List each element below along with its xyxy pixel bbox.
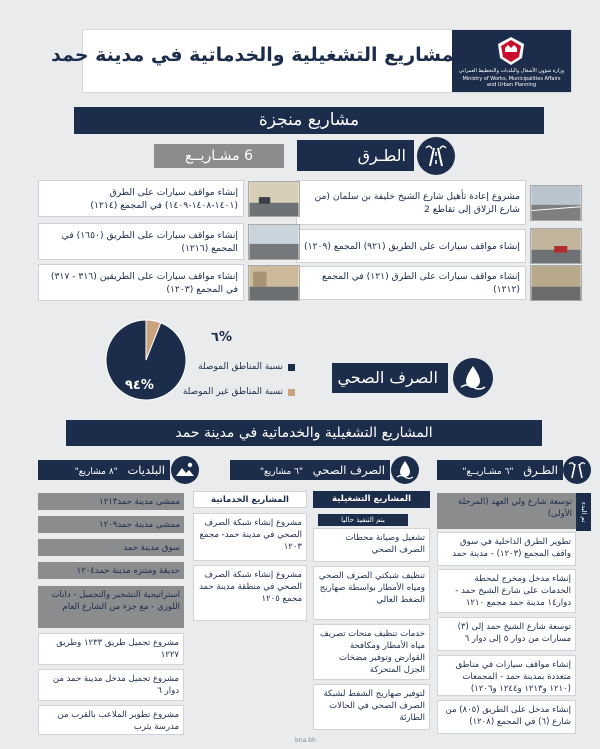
ops-sewage-operational-1: تشغيل وصيانة محطات الصرف الصحي — [313, 528, 430, 562]
water-drop-icon — [452, 357, 494, 399]
ops-sewage-operational-3: خدمات تنظيف منحات تصريف مياه الأمطار ومكافحة القوارض وتوفير مضخات الجزل المتحركة — [313, 624, 430, 680]
ministry-name-en-1: Ministry of Works, Municipalities Affairs — [462, 76, 561, 82]
ministry-logo-box — [452, 30, 571, 92]
completed-road-project-3 — [296, 229, 582, 263]
ops-road-item-6: إنشاء مدخل على الطريق (٨٠٥) من شارع (٦) في المجمع (١٢٠٨) — [437, 700, 576, 734]
ops-municipal-item-4: حديقة ومتنزه مدينة حمد١٢٠٤ — [38, 562, 184, 579]
legend-unconnected — [183, 387, 295, 397]
started-tab: تم البدء — [576, 493, 591, 531]
landscape-icon — [170, 455, 200, 485]
ministry-name-ar: وزارة شؤون الأشغال والبلديات والتخطيط العمراني — [458, 68, 565, 74]
operational-projects-banner: المشاريع التشغيلية والخدماتية في مدينة حمد — [66, 420, 542, 446]
completed-projects-banner: مشاريع منجزة — [74, 107, 544, 134]
parking-photo-thumbnail — [248, 265, 300, 301]
ops-sewage-service-1: مشروع إنشاء شبكة الصرف الصحي في مدينة حمد- مجمع ١٢٠٣ — [193, 513, 307, 561]
project-text: إنشاء مواقف سيارات على الطرق (١٤٠١-١٤٠٨-١٤٠٩) في المجمع (١٢١٤) — [38, 180, 244, 217]
operational-subheader: المشاريع التشغيلية — [313, 491, 430, 508]
ops-sewage-label: الصرف الصحي — [312, 463, 385, 477]
completed-road-project-5 — [296, 266, 582, 300]
completed-road-project-6 — [38, 264, 300, 301]
ops-road-item-2: تطوير الطرق الداخلية في سوق واقف المجمع (١٢٠٣) - مدينة حمد — [437, 532, 576, 566]
ops-sewage-operational-4: لتوفير صهاريج الشفط لشبكة الصرف الصحي في الحالات الطارئة — [313, 684, 430, 730]
legend-swatch-navy — [288, 364, 295, 371]
ops-municipal-label: البلديات — [127, 463, 165, 477]
ops-sewage-count: "٦ مشاريع" — [259, 467, 304, 477]
completed-road-project-1 — [296, 180, 582, 225]
completed-road-project-4 — [38, 223, 300, 260]
ops-municipal-item-3: سوق مدينة حمد — [38, 539, 184, 556]
roads-count-badge: 6 مشـاريــع — [154, 144, 284, 168]
parking-photo-thumbnail — [248, 181, 300, 217]
ops-road-item-3: إنشاء مدخل ومخرج لمحطة الخدمات على شارع الشيخ حمد - دوار١٤ مدينة حمد مجمع ١٢١٠ — [437, 569, 576, 613]
ops-municipal-count: "٨ مشاريع" — [74, 467, 118, 477]
ops-roads-header — [437, 460, 563, 480]
roads-section-banner: الطـرق — [297, 140, 414, 171]
source-watermark: bna.bh — [295, 737, 316, 744]
service-subheader: المشاريع الخدماتية — [193, 491, 307, 508]
ops-municipal-item-6: مشروع تجميل طريق ١٢٣٣ وطريق ١٢٢٧ — [38, 633, 184, 665]
legend-swatch-tan — [288, 389, 295, 396]
road-icon — [416, 136, 456, 176]
ops-municipal-item-8: مشروع تطوير الملاعب بالقرب من مدرسة يثرب — [38, 705, 184, 735]
ops-roads-label: الطـرق — [523, 463, 558, 477]
ops-road-item-4: توسعة شارع الشيخ حمد إلى (٣) مسارات من دوار ٥ إلى دوار ٦ — [437, 617, 576, 651]
ops-municipal-item-7: مشروع تجميل مدخل مدينة حمد من دوار ٦ — [38, 669, 184, 701]
in-progress-label: يتم التنفيذ حاليا — [318, 514, 408, 526]
ops-road-item-1: توسعة شارع ولي العهد (المرحلة الأولى) — [437, 493, 576, 529]
ops-municipal-item-5: استراتيجية التشجير والتجميل - دانات اللوزي - مع جزء من الشارع العام — [38, 586, 184, 628]
parking-photo-thumbnail — [530, 228, 582, 264]
pie-label-connected: %٩٤ — [125, 378, 154, 393]
ministry-name-en-2: and Urban Planning — [486, 82, 537, 88]
parking-photo-thumbnail — [530, 265, 582, 301]
ops-sewage-operational-2: تنظيف شبكتي الصرف الصحي ومياه الأمطار بواسطة صهاريج الضغط العالي — [313, 566, 430, 620]
ops-roads-count: "٦ مشـاريــع" — [462, 467, 514, 477]
ops-municipal-item-1: ممشى مدينة حمد١٢١٣ — [38, 493, 184, 510]
completed-road-project-2 — [38, 180, 300, 217]
ops-sewage-service-2: مشروع إنشاء شبكة الصرف الصحي في منطقة مدينة حمد مجمع ١٢٠٥ — [193, 565, 307, 621]
pie-label-unconnected: %٦ — [211, 330, 232, 345]
project-text: إنشاء مواقف سيارات على الطرق (١٢١) في المجمع (١٢١٢) — [296, 266, 526, 300]
road-photo-thumbnail — [530, 185, 582, 221]
legend-text: نسبة المناطق الموصلة — [198, 362, 283, 372]
sewage-section-banner: الصرف الصحي — [332, 363, 448, 393]
page-title: المشاريع التشغيلية والخدماتية في مدينة حمد — [51, 44, 468, 66]
water-drop-icon — [390, 455, 420, 485]
project-text: مشروع إعادة تأهيل شارع الشيخ خليفة بن سلمان (من شارع الزلاق إلى تقاطع 2 — [296, 180, 526, 225]
ops-road-item-5: إنشاء مواقف سيارات في مناطق متعددة بمدينة حمد - المجمعات (١٢١٠ و١٢١٣ و١٢٤٤ و١٢٠٦) — [437, 655, 576, 696]
project-text: إنشاء مواقف سيارات على الطريق (٩٢١) المجمع (١٢٠٩) — [296, 229, 526, 263]
ops-municipal-item-2: ممشى مدينة حمد١٢٠٩ — [38, 516, 184, 533]
parking-photo-thumbnail — [248, 224, 300, 260]
ops-sewage-header — [230, 460, 390, 480]
crest-icon — [495, 36, 527, 66]
legend-connected — [198, 362, 295, 372]
road-icon — [562, 455, 592, 485]
ops-municipal-header — [38, 460, 170, 480]
project-text: إنشاء مواقف سيارات على الطريق (١٦٥٠) في المجمع (١٢١٦) — [38, 223, 244, 260]
legend-text: نسبة المناطق غير الموصلة — [182, 387, 283, 397]
project-text: إنشاء مواقف سيارات على الطريقين (٣١٦ - ٣١٧) في المجمع (١٢٠٣) — [38, 264, 244, 301]
